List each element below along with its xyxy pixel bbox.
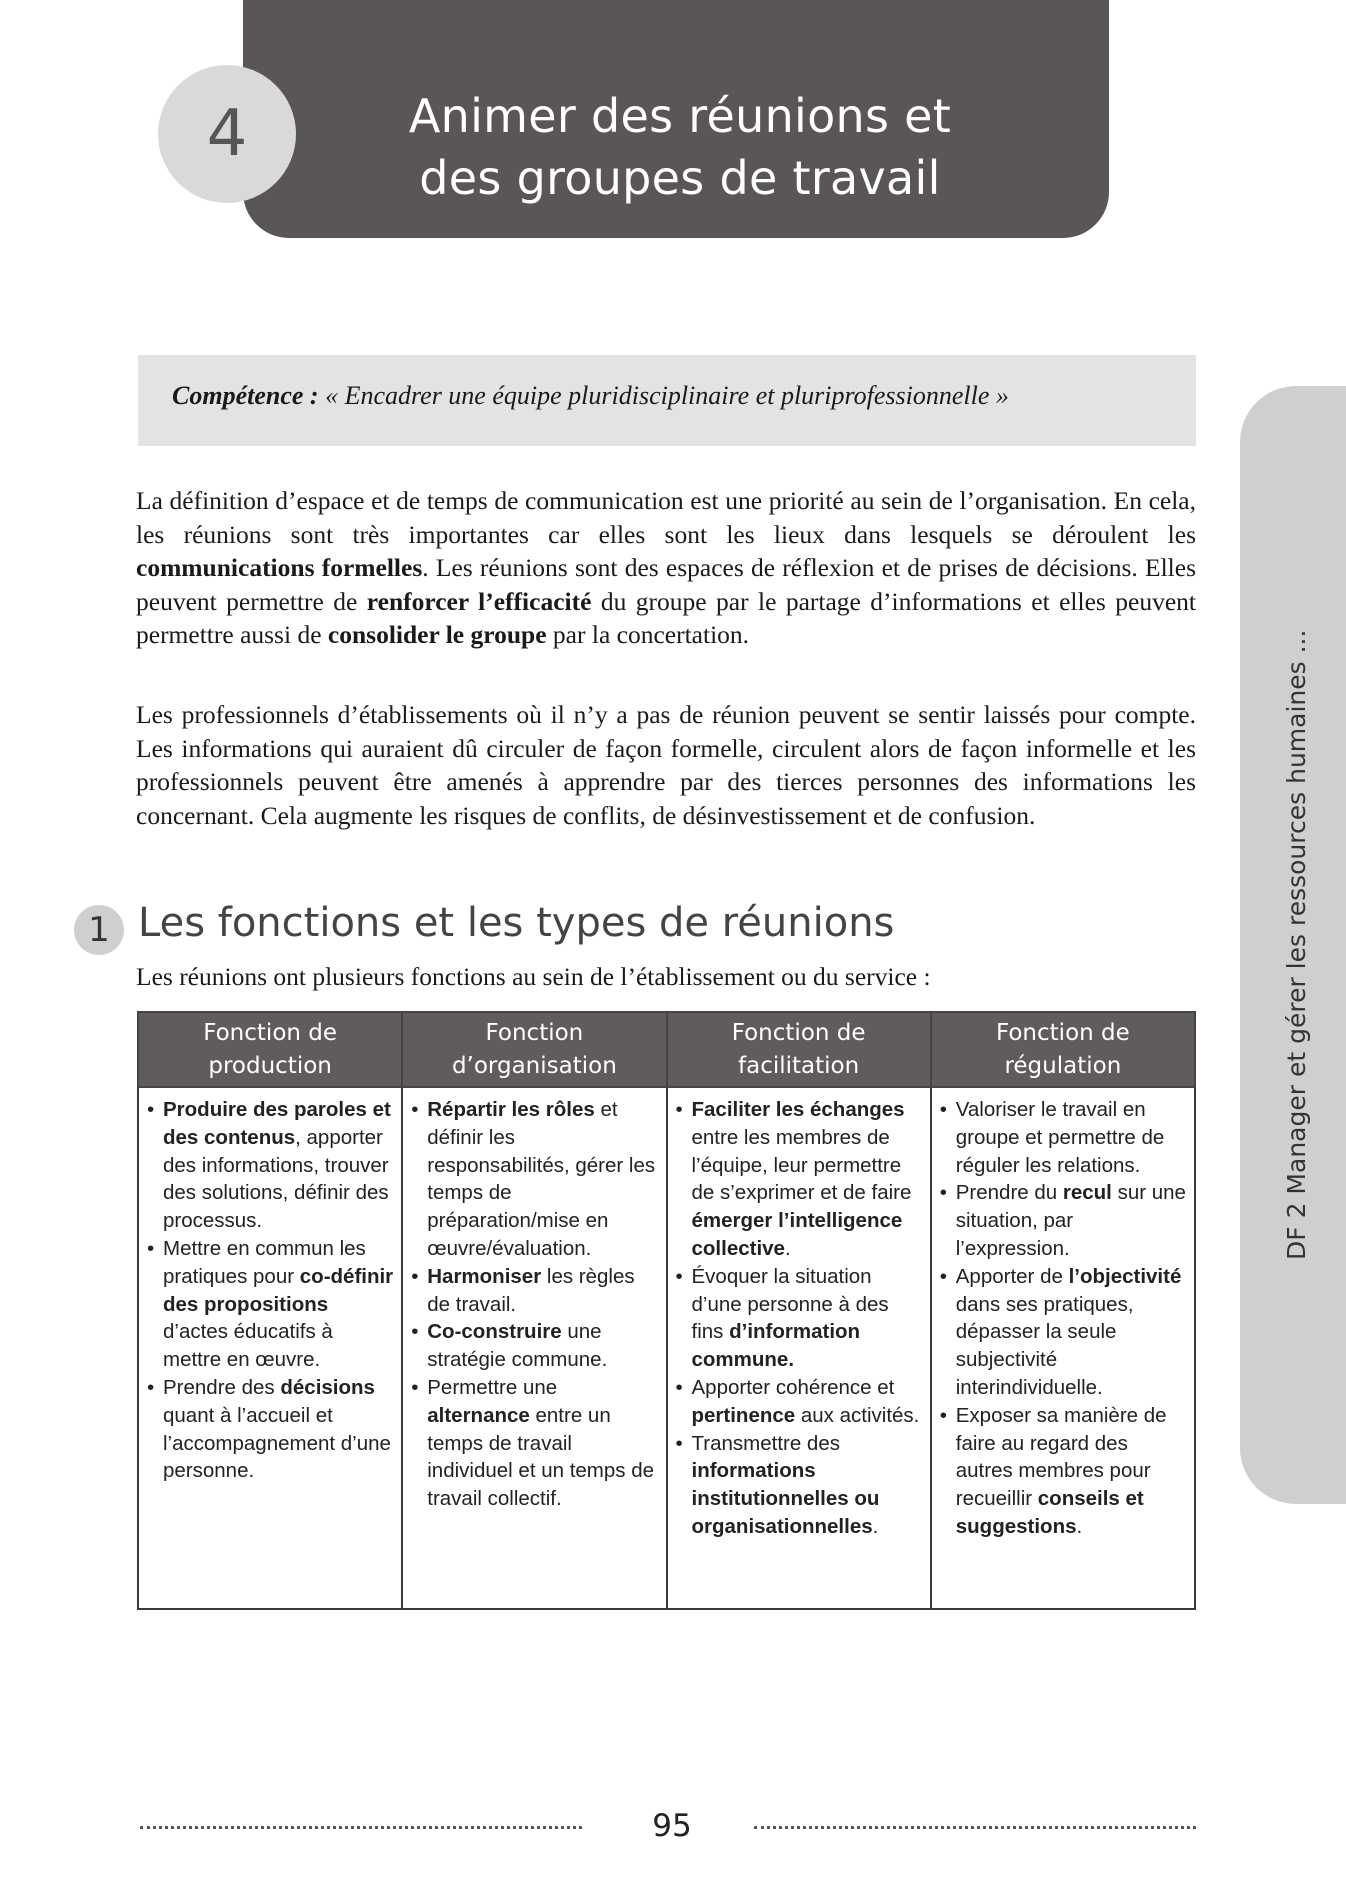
bold-run: Harmoniser	[427, 1264, 542, 1288]
chapter-title-line1: Animer des réunions et	[408, 89, 952, 143]
intro-paragraph-2	[136, 698, 1196, 832]
bold-run: Répartir les rôles	[427, 1098, 595, 1121]
list-item	[676, 1096, 924, 1263]
text-run: Apporter de	[955, 1264, 1069, 1288]
cell-regulation	[931, 1087, 1195, 1609]
header-line: Fonction de	[731, 1019, 866, 1046]
text-run: par la concertation.	[546, 620, 750, 649]
text-run: sur une situation, par l’expression.	[955, 1181, 1186, 1260]
list-item	[411, 1263, 659, 1319]
text-run: .	[784, 1236, 791, 1260]
list-item	[411, 1096, 659, 1263]
text-run: entre les membres de l’équipe, leur permettre de s’exprimer et de faire	[691, 1125, 912, 1205]
text-run: une stratégie commune.	[427, 1320, 608, 1372]
header-line: production	[208, 1052, 332, 1079]
list-item	[940, 1402, 1188, 1541]
list-item	[676, 1263, 924, 1374]
chapter-title-line2: des groupes de travail	[419, 151, 941, 205]
bold-run: recul	[1062, 1181, 1112, 1205]
bold-run: informations institutionnelles ou organisationnelles	[691, 1459, 880, 1538]
table-row	[138, 1087, 1195, 1609]
bold-run: consolider le groupe	[327, 620, 547, 649]
cell-organisation	[402, 1087, 666, 1609]
bold-run: communications formelles	[136, 553, 423, 582]
header-line: Fonction	[485, 1019, 584, 1046]
text-run: Mettre en commun les pratiques pour	[163, 1236, 366, 1288]
competence-box	[138, 355, 1196, 446]
competence-label: Compétence :	[172, 381, 319, 410]
text-run: Valoriser le travail en groupe et permettre de réguler les relations.	[955, 1098, 1165, 1177]
footer-rule-right	[754, 1826, 1196, 1829]
header-line: Fonction de	[203, 1019, 338, 1046]
text-run: entre un temps de travail individuel et un temps de travail collectif.	[427, 1403, 655, 1511]
text-run: Prendre du	[955, 1181, 1063, 1205]
list-item	[676, 1430, 924, 1541]
header-regulation	[931, 1012, 1195, 1087]
bold-run: décisions	[280, 1375, 375, 1399]
text-run: .	[872, 1514, 879, 1538]
bold-run: Co-construire	[427, 1320, 562, 1344]
text-run: et définir les responsabilités, gérer les temps de préparation/mise en œuvre/évaluation.	[427, 1098, 656, 1260]
intro-paragraph-1	[136, 484, 1196, 652]
text-run: dans ses pratiques, dépasser la seule subjectivité interindividuelle.	[955, 1292, 1134, 1399]
section-title: Les fonctions et les types de réunions	[138, 900, 895, 946]
cell-production	[138, 1087, 402, 1609]
list-item	[940, 1179, 1188, 1262]
cell-facilitation	[667, 1087, 931, 1609]
text-run: Évoquer la situation d’une personne à des fins	[691, 1264, 889, 1344]
header-organisation	[402, 1012, 666, 1087]
text-run: , apporter des informations, trouver des solutions, définir des processus.	[163, 1125, 389, 1233]
text-run: les règles de travail.	[427, 1264, 635, 1316]
bold-run: d’information commune.	[691, 1320, 861, 1372]
side-tab-label: DF 2 Manager et gérer les ressources humaines ...	[1282, 629, 1311, 1260]
functions-table	[137, 1011, 1196, 1610]
bold-run: Produire des paroles et des contenus	[163, 1098, 391, 1149]
text-run: Prendre des	[163, 1375, 281, 1399]
text-run: Transmettre des	[691, 1431, 840, 1455]
text-run: Apporter cohérence et	[691, 1375, 895, 1399]
section-number-badge: 1	[74, 905, 124, 955]
list-item	[411, 1318, 659, 1374]
footer-rule-left	[140, 1826, 582, 1829]
list-item	[411, 1374, 659, 1513]
table-header-row	[138, 1012, 1195, 1087]
bold-run: Faciliter les échanges	[691, 1098, 905, 1121]
text-run: La définition d’espace et de temps de communication est une priorité au sein de l’organisation. En cela, les réunions sont très importantes car elles sont les lieux dans lesquels se déroulent les	[136, 486, 1196, 549]
header-line: régulation	[1004, 1052, 1122, 1079]
list-item	[940, 1096, 1188, 1179]
paragraph-text: Les professionnels d’établissements où il n’y a pas de réunion peuvent se sentir laissés pour compte. Les informations qui auraient dû circuler de façon formelle, circulent alors de façon informelle et les professionnels peuvent être amenés à apprendre par des tierces personnes des informations les concernant. Cela augmente les risques de conflits, de désinvestissement et de confusion.	[136, 700, 1196, 830]
bold-run: émerger l’intelligence collective	[691, 1209, 903, 1260]
list-item	[676, 1374, 924, 1430]
section-intro: Les réunions ont plusieurs fonctions au sein de l’établissement ou du service :	[136, 962, 931, 991]
list-item	[147, 1096, 395, 1235]
text-run: d’actes éducatifs à mettre en œuvre.	[163, 1320, 333, 1372]
list-item	[147, 1235, 395, 1374]
bold-run: l’objectivité	[1068, 1264, 1182, 1288]
bold-run: pertinence	[691, 1403, 796, 1427]
text-run: quant à l’accueil et l’accompagnement d’une personne.	[163, 1403, 391, 1483]
text-run: .	[1076, 1514, 1083, 1538]
text-run: Exposer sa manière de faire au regard des autres membres pour recueillir	[955, 1403, 1167, 1511]
chapter-number-badge: 4	[158, 65, 296, 203]
header-line: Fonction de	[995, 1019, 1130, 1046]
header-line: d’organisation	[451, 1052, 617, 1079]
list-item	[940, 1263, 1188, 1402]
chapter-title	[300, 85, 1060, 209]
text-run: du groupe par le partage d’informations et elles peuvent permettre aussi de	[136, 586, 1196, 649]
text-run: Permettre une	[427, 1375, 558, 1399]
text-run: aux activités.	[795, 1403, 920, 1427]
bold-run: conseils et suggestions	[955, 1487, 1144, 1538]
bold-run: co-définir des propositions	[163, 1264, 394, 1316]
competence-text: « Encadrer une équipe pluridisciplinaire et pluriprofessionnelle »	[318, 381, 1009, 410]
bold-run: alternance	[427, 1403, 530, 1427]
page-number: 95	[652, 1808, 692, 1844]
header-production	[138, 1012, 402, 1087]
header-facilitation	[667, 1012, 931, 1087]
bold-run: renforcer l’efficacité	[366, 586, 592, 616]
text-run: . Les réunions sont des espaces de réflexion et de prises de décisions. Elles peuvent permettre de	[136, 553, 1196, 616]
header-line: facilitation	[738, 1052, 860, 1079]
list-item	[147, 1374, 395, 1485]
